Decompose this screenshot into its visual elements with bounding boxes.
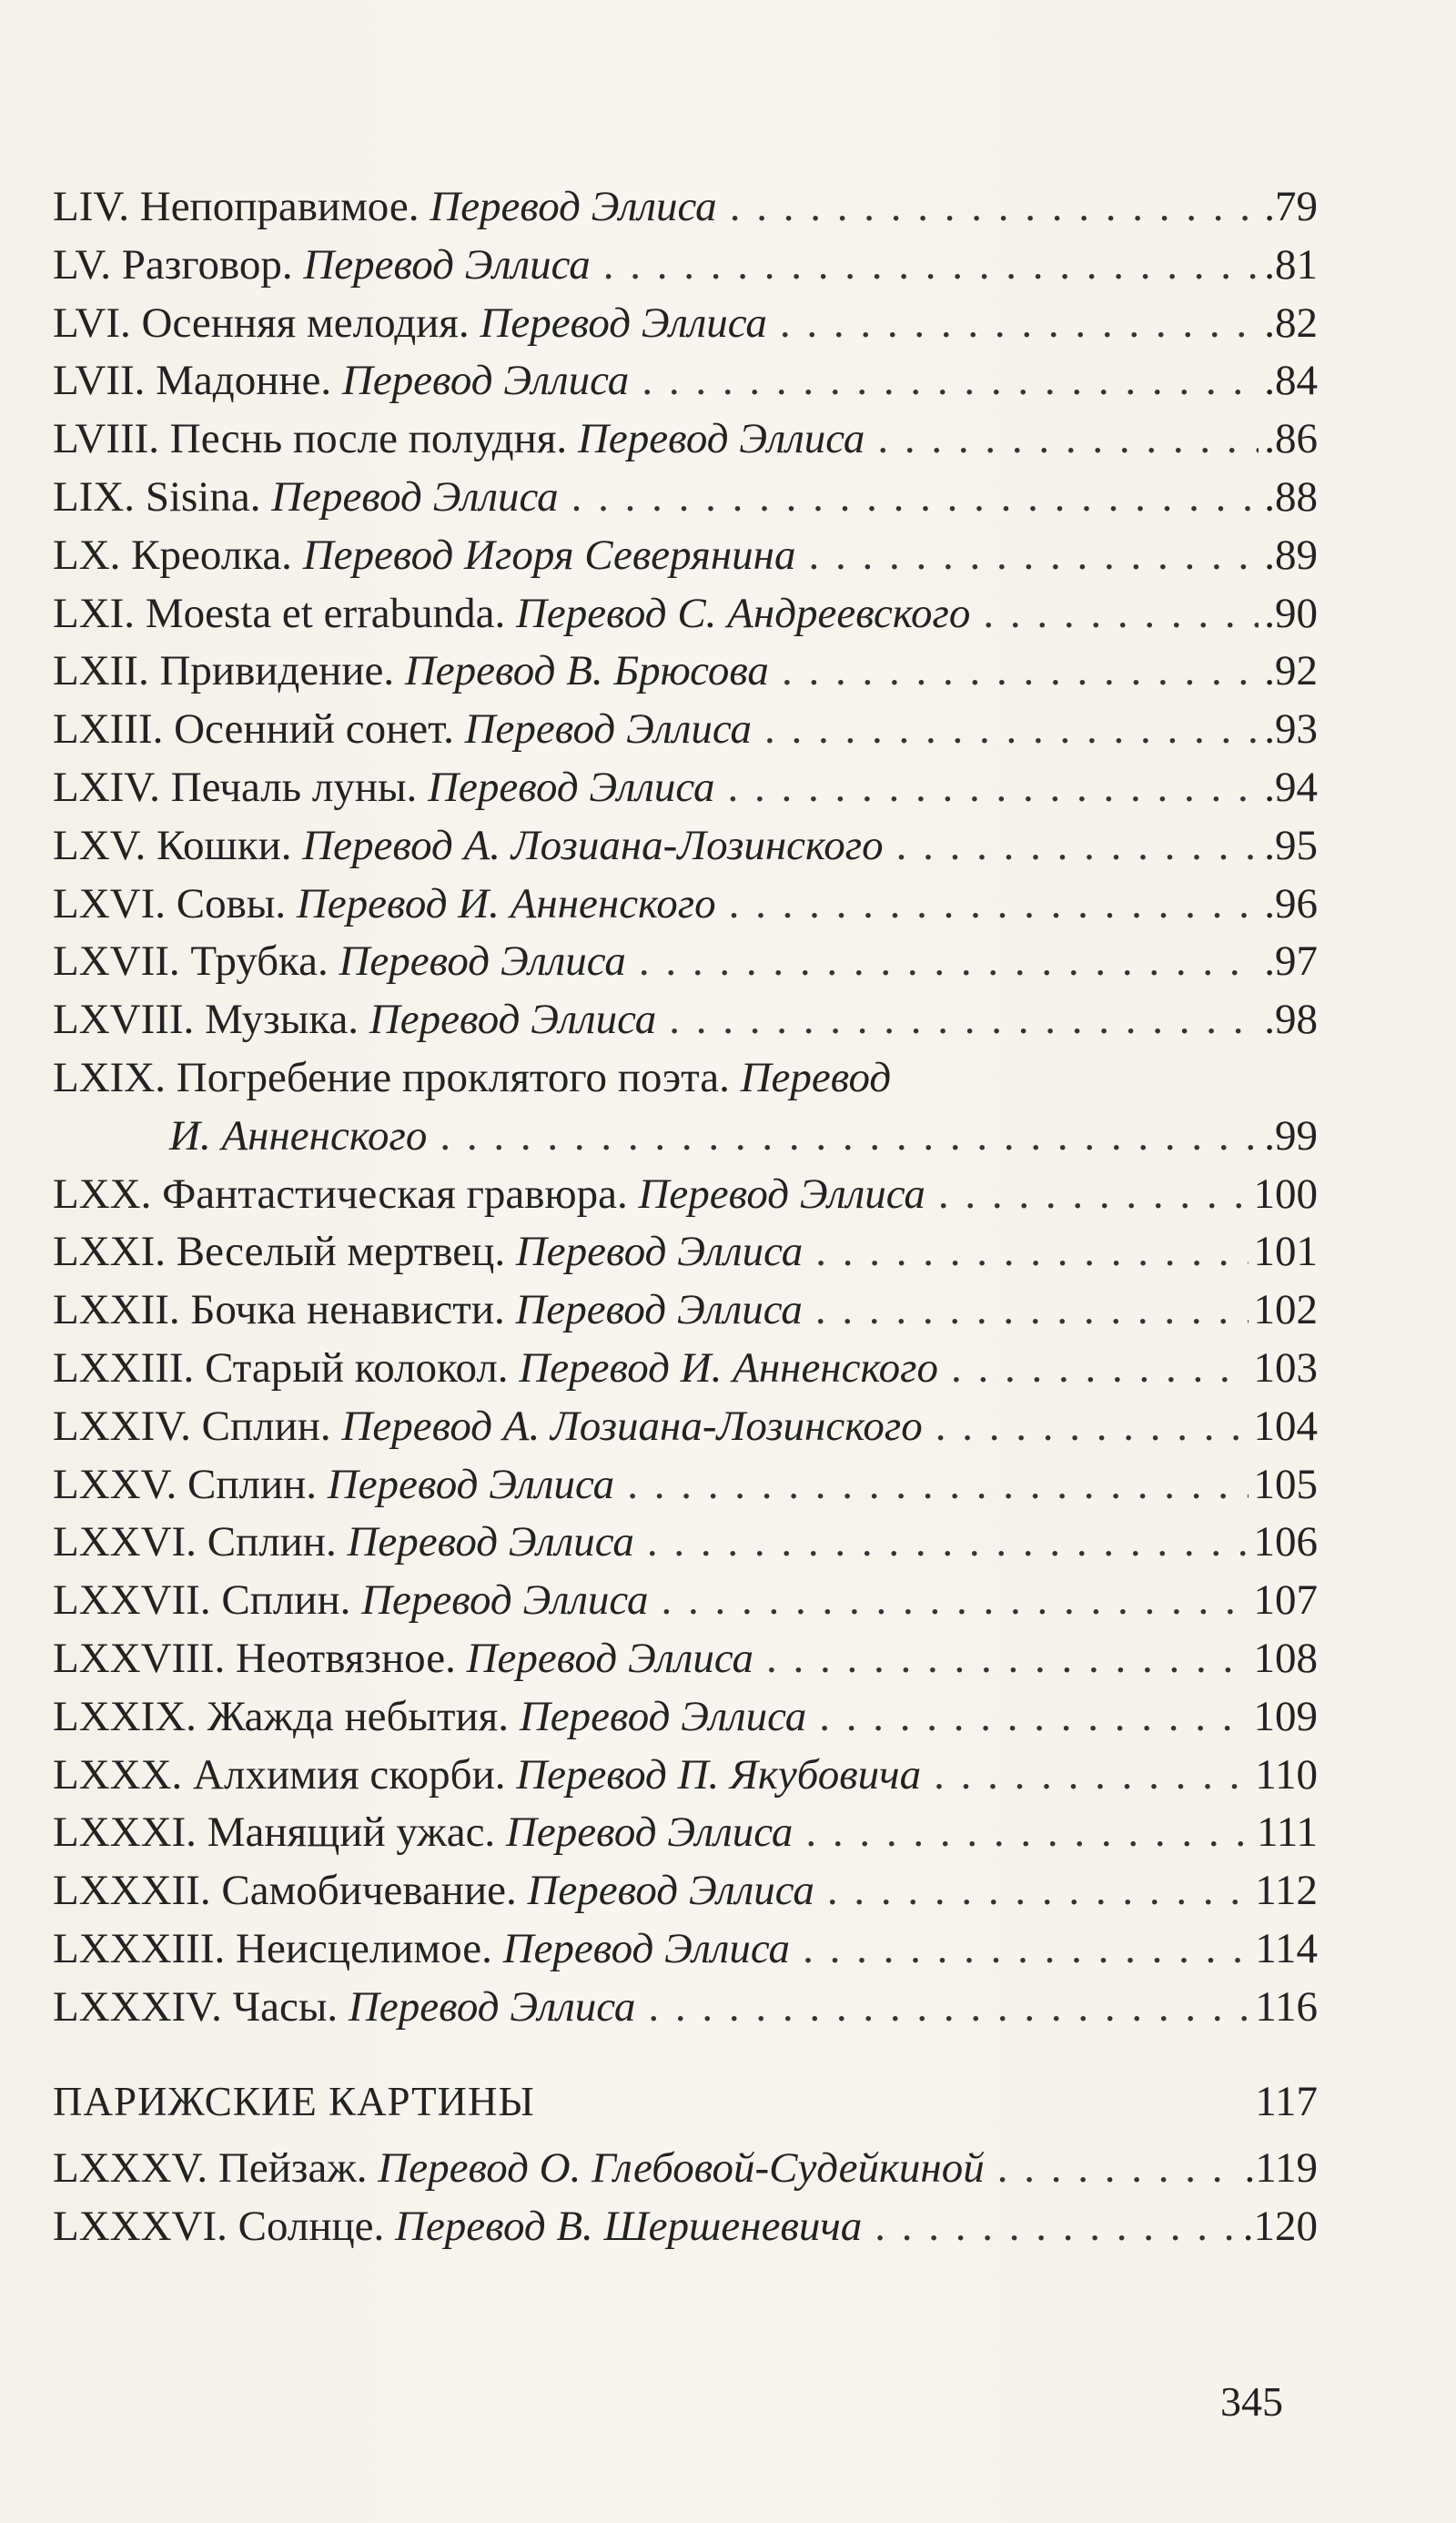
toc-entry: [53, 1630, 1318, 1688]
entry-number: LXXVIII.: [53, 1634, 226, 1682]
entry-title: Сплин.: [221, 1576, 351, 1625]
entry-page-number: 103: [1253, 1343, 1318, 1392]
entry-translator: Перевод Эллиса: [527, 1867, 814, 1915]
leader-dots: [603, 237, 1259, 295]
leader-dots: [934, 1747, 1249, 1805]
entry-number: LXXV.: [53, 1460, 177, 1508]
entry-number: LXXXI.: [53, 1809, 197, 1857]
entry-number: LXXII.: [53, 1286, 180, 1334]
toc-entry: [53, 1979, 1318, 2037]
leader-dots: [896, 817, 1259, 876]
toc-entry: [53, 178, 1318, 237]
entry-number: LVIII.: [53, 415, 160, 463]
entry-title: Разговор.: [121, 240, 293, 289]
entry-translator: Перевод С. Андреевского: [515, 589, 971, 637]
entry-title: Алхимия скорби.: [193, 1750, 506, 1799]
toc-entry: [53, 1166, 1318, 1224]
entry-page-number: 116: [1255, 1982, 1318, 2031]
toc-entry: [53, 237, 1318, 295]
entry-page-number: 101: [1253, 1228, 1318, 1276]
section-page-number: 117: [1255, 2077, 1318, 2125]
entry-translator: Перевод В. Шершеневича: [395, 2203, 863, 2251]
entry-title: Погребение проклятого поэта.: [176, 1053, 730, 1101]
entry-number: LV.: [53, 240, 112, 289]
entry-number: LXXXII.: [53, 1867, 211, 1915]
entry-page-number: 108: [1253, 1634, 1318, 1682]
entry-translator: Перевод Эллиса: [303, 240, 591, 289]
entry-number: LXVIII.: [53, 996, 195, 1044]
entry-number: LXIX.: [53, 1053, 166, 1101]
entry-page-number: .79: [1264, 183, 1318, 230]
entry-translator: Перевод Эллиса: [271, 472, 559, 521]
toc-entry-wrapped: [53, 1049, 1318, 1108]
table-of-contents: [53, 178, 1318, 2256]
entry-translator: Перевод Эллиса: [519, 1692, 807, 1740]
entry-number: LXII.: [53, 647, 149, 695]
section-title: ПАРИЖСКИЕ КАРТИНЫ: [53, 2078, 535, 2124]
leader-dots: [440, 1108, 1259, 1166]
entry-number: LXXXV.: [53, 2144, 208, 2193]
entry-page-number: .90: [1264, 589, 1318, 637]
toc-entry: [53, 1514, 1318, 1572]
leader-dots: [805, 1804, 1251, 1862]
leader-dots: [803, 1920, 1249, 1979]
entry-number: LXVII.: [53, 937, 180, 986]
entry-number: LXV.: [53, 821, 147, 869]
page-folio: 345: [1220, 2378, 1283, 2425]
leader-dots: [669, 991, 1259, 1049]
entry-title: Бочка ненависти.: [190, 1286, 505, 1334]
section-heading: [53, 2073, 1318, 2141]
entry-translator: Перевод Эллиса: [505, 1809, 794, 1857]
entry-title: Солнце.: [238, 2203, 385, 2251]
toc-entry: [53, 527, 1318, 585]
entry-translator: Перевод И. Анненского: [519, 1343, 939, 1392]
entry-page-number: 100: [1253, 1170, 1318, 1218]
leader-dots: [729, 876, 1259, 934]
entry-translator: Перевод Эллиса: [327, 1460, 615, 1508]
entry-title: Осенняя мелодия.: [141, 299, 470, 347]
leader-dots: [730, 178, 1259, 237]
entry-title: Старый колокол.: [205, 1343, 509, 1392]
entry-number: LVI.: [53, 299, 131, 347]
entry-page-number: .99: [1264, 1111, 1318, 1160]
entry-title: Сплин.: [201, 1402, 331, 1450]
leader-dots: [627, 1456, 1248, 1515]
entry-page-number: 111: [1256, 1809, 1318, 1857]
toc-entry: [53, 1862, 1318, 1920]
entry-translator: Перевод Игоря Северянина: [302, 531, 796, 579]
leader-dots: [639, 933, 1259, 991]
entry-title: Неотвязное.: [236, 1634, 456, 1682]
toc-entry: [53, 817, 1318, 876]
entry-translator-part1: Перевод: [740, 1053, 892, 1101]
toc-entry-wrapped-continuation: [53, 1108, 1318, 1166]
entry-page-number: 114: [1255, 1924, 1318, 1972]
entry-page-number: .89: [1264, 531, 1318, 579]
leader-dots: [997, 2140, 1239, 2198]
toc-entry: [53, 2198, 1318, 2256]
leader-dots: [983, 585, 1259, 643]
toc-entry: [53, 933, 1318, 991]
entry-translator: Перевод Эллиса: [430, 183, 717, 230]
entry-title: Мадонне.: [156, 357, 332, 405]
entry-number: LXXXIII.: [53, 1924, 226, 1972]
entry-translator: Перевод Эллиса: [347, 1518, 634, 1566]
leader-dots: [827, 1862, 1249, 1920]
entry-translator: Перевод Эллиса: [339, 937, 626, 986]
entry-title: Фантастическая гравюра.: [162, 1170, 628, 1218]
entry-title: Веселый мертвец.: [176, 1228, 506, 1276]
entry-translator: Перевод И. Анненского: [296, 879, 716, 927]
toc-entry: [53, 991, 1318, 1049]
entry-title: Часы.: [232, 1982, 339, 2031]
toc-entry: [53, 585, 1318, 643]
entry-page-number: .96: [1264, 879, 1318, 927]
leader-dots: [647, 1514, 1249, 1572]
entry-title: Креолка.: [131, 531, 292, 579]
entry-number: LXX.: [53, 1170, 152, 1218]
toc-entry: [53, 469, 1318, 527]
entry-translator: Перевод Эллиса: [466, 1634, 754, 1682]
entry-page-number: .98: [1264, 996, 1318, 1044]
leader-dots: [766, 1630, 1248, 1688]
leader-dots: [808, 527, 1259, 585]
leader-dots: [819, 1688, 1248, 1747]
entry-number: LX.: [53, 531, 121, 579]
entry-number: LXXXIV.: [53, 1982, 222, 2031]
entry-number: LIX.: [53, 472, 136, 521]
leader-dots: [662, 1572, 1249, 1630]
toc-entry: [53, 1920, 1318, 1979]
entry-page-number: .84: [1264, 357, 1318, 405]
entry-page-number: 109: [1253, 1692, 1318, 1740]
entry-translator-part2: И. Анненского: [169, 1111, 428, 1160]
entry-number: LXXVI.: [53, 1518, 197, 1566]
entry-title: Непоправимое.: [139, 183, 420, 230]
toc-entry: [53, 295, 1318, 353]
entry-translator: Перевод Эллиса: [480, 299, 767, 347]
entry-page-number: 102: [1253, 1286, 1318, 1334]
entry-page-number: .95: [1264, 821, 1318, 869]
entry-number: LXXI.: [53, 1228, 166, 1276]
leader-dots: [935, 1398, 1249, 1456]
entry-translator: Перевод Эллиса: [341, 357, 630, 405]
entry-title: Сплин.: [187, 1460, 317, 1508]
entry-page-number: 110: [1255, 1750, 1318, 1799]
entry-translator: Перевод Эллиса: [361, 1576, 649, 1625]
entry-number: LXVI.: [53, 879, 166, 927]
toc-entry: [53, 352, 1318, 410]
entry-translator: Перевод Эллиса: [464, 705, 753, 754]
entry-title: Песнь после полудня.: [169, 415, 568, 463]
toc-entry: [53, 1398, 1318, 1456]
toc-entry: [53, 759, 1318, 817]
entry-title: Sisina.: [145, 472, 261, 521]
leader-dots: [780, 295, 1259, 353]
toc-entry: [53, 1688, 1318, 1747]
leader-dots: [938, 1166, 1249, 1224]
entry-number: LXXIII.: [53, 1343, 195, 1392]
entry-page-number: 112: [1255, 1867, 1318, 1915]
toc-group-2: [53, 1166, 1318, 2037]
toc-entry: [53, 1747, 1318, 1805]
entry-title: Жажда небытия.: [207, 1692, 510, 1740]
entry-page-number: .94: [1264, 763, 1318, 811]
entry-number: LXXXVI.: [53, 2203, 228, 2251]
entry-page-number: .120: [1242, 2203, 1318, 2251]
entry-title: Осенний сонет.: [174, 705, 454, 754]
entry-page-number: .88: [1264, 472, 1318, 521]
entry-page-number: .92: [1264, 647, 1318, 695]
entry-number: LXIII.: [53, 705, 164, 754]
entry-translator: Перевод А. Лозиана-Лозинского: [341, 1402, 923, 1450]
toc-entry: [53, 2140, 1318, 2198]
entry-number: LXXX.: [53, 1750, 183, 1799]
entry-translator: Перевод Эллиса: [638, 1170, 925, 1218]
toc-entry: [53, 1804, 1318, 1862]
entry-translator: Перевод Эллиса: [369, 996, 657, 1044]
entry-translator: Перевод Эллиса: [515, 1228, 804, 1276]
toc-entry: [53, 1282, 1318, 1340]
toc-group-3: [53, 2140, 1318, 2256]
entry-translator: Перевод В. Брюсова: [404, 647, 769, 695]
entry-translator: Перевод О. Глебовой-Судейкиной: [378, 2144, 985, 2193]
entry-title: Музыка.: [205, 996, 359, 1044]
entry-page-number: 107: [1253, 1576, 1318, 1625]
entry-page-number: .119: [1244, 2144, 1318, 2193]
leader-dots: [728, 759, 1259, 817]
entry-title: Привидение.: [159, 647, 395, 695]
entry-translator: Перевод Эллиса: [577, 415, 865, 463]
leader-dots: [877, 410, 1259, 469]
entry-title: Трубка.: [190, 937, 329, 986]
entry-translator: Перевод Эллиса: [515, 1286, 803, 1334]
entry-translator: Перевод Эллиса: [428, 763, 715, 811]
entry-title: Печаль луны.: [170, 763, 418, 811]
toc-group-1: [53, 178, 1318, 1049]
entry-page-number: .81: [1264, 240, 1318, 289]
entry-title: Манящий ужас.: [207, 1809, 496, 1857]
entry-page-number: 106: [1253, 1518, 1318, 1566]
entry-translator: Перевод Эллиса: [348, 1982, 636, 2031]
entry-number: LXI.: [53, 589, 136, 637]
entry-title: Сплин.: [207, 1518, 337, 1566]
entry-title: Moesta et errabunda.: [145, 589, 506, 637]
entry-title: Совы.: [176, 879, 287, 927]
entry-number: LXIV.: [53, 763, 160, 811]
entry-number: LXXIX.: [53, 1692, 197, 1740]
entry-page-number: 104: [1253, 1402, 1318, 1450]
toc-entry: [53, 643, 1318, 701]
toc-entry: [53, 1340, 1318, 1398]
leader-dots: [782, 643, 1259, 701]
entry-title: Кошки.: [157, 821, 292, 869]
entry-page-number: 105: [1253, 1460, 1318, 1508]
leader-dots: [951, 1340, 1248, 1398]
entry-page-number: .86: [1264, 415, 1318, 463]
toc-entry: [53, 701, 1318, 759]
entry-number: LXXIV.: [53, 1402, 191, 1450]
toc-entry: [53, 1223, 1318, 1282]
leader-dots: [642, 352, 1259, 410]
leader-dots: [815, 1282, 1249, 1340]
toc-entry: [53, 876, 1318, 934]
toc-entry: [53, 410, 1318, 469]
entry-page-number: .97: [1264, 937, 1318, 986]
entry-translator: Перевод Эллиса: [502, 1924, 791, 1972]
leader-dots: [764, 701, 1259, 759]
entry-title: Самобичевание.: [221, 1867, 517, 1915]
leader-dots: [571, 469, 1259, 527]
entry-translator: Перевод А. Лозиана-Лозинского: [302, 821, 884, 869]
entry-number: LIV.: [53, 183, 129, 230]
entry-title: Пейзаж.: [217, 2144, 368, 2193]
entry-title: Неисцелимое.: [236, 1924, 492, 1972]
toc-entry: [53, 1572, 1318, 1630]
entry-number: LXXVII.: [53, 1576, 211, 1625]
leader-dots: [875, 2198, 1237, 2256]
toc-entry: [53, 1456, 1318, 1515]
entry-translator: Перевод П. Якубовича: [516, 1750, 922, 1799]
leader-dots: [648, 1979, 1249, 2037]
entry-page-number: .93: [1264, 705, 1318, 754]
leader-dots: [815, 1223, 1248, 1282]
entry-number: LVII.: [53, 357, 146, 405]
entry-page-number: .82: [1264, 299, 1318, 347]
